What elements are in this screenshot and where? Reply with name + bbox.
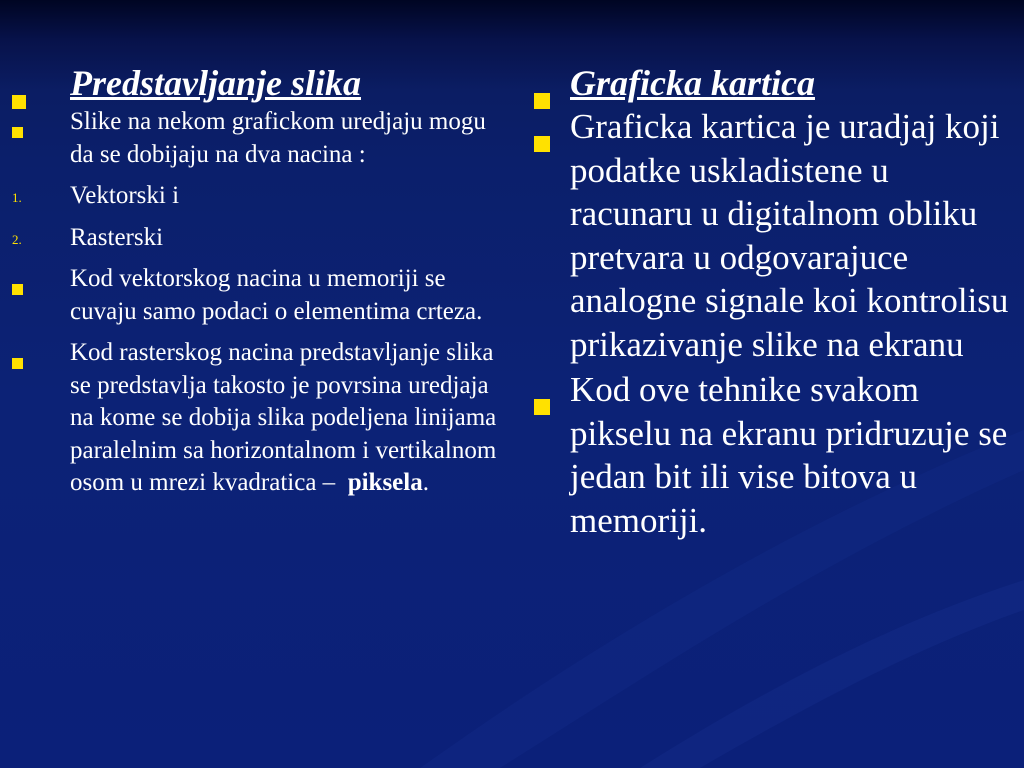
list-number: 1. xyxy=(12,190,22,205)
list-item xyxy=(12,222,498,255)
list-item-text: Rasterski xyxy=(70,223,164,251)
right-heading xyxy=(534,62,1014,104)
list-item-text: Kod rasterskog nacina predstavljanje slika se predstavlja takosto je povrsina uredjaja na kome se dobija slika podeljena linijama paralelnim sa horizontalnom i vertikalnom osom u mrezi kvadratica – xyxy=(70,339,497,496)
right-heading-text: Graficka kartica xyxy=(570,63,815,103)
list-item-text: Graficka kartica je uradjaj koji podatke uskladistene u racunaru u digitalnom obliku pretvara u odgovarajuce analogne signale koi kontrolisu prikazivanje slike na ekranu xyxy=(570,107,1009,364)
list-item xyxy=(12,106,498,171)
list-item xyxy=(12,180,498,213)
bullet-square-icon xyxy=(12,346,23,379)
list-item xyxy=(534,105,1014,366)
list-item-text: Kod ove tehnike svakom pikselu na ekranu pridruzuje se jedan bit ili vise bitova u memoriji. xyxy=(570,370,1008,540)
left-heading xyxy=(12,62,498,104)
list-item xyxy=(534,368,1014,542)
bullet-square-icon xyxy=(534,382,550,426)
list-item-tail: . xyxy=(422,469,429,496)
list-item-text: Vektorski i xyxy=(70,182,180,209)
list-item xyxy=(12,263,498,328)
left-heading-text: Predstavljanje slika xyxy=(70,63,361,103)
bold-term: piksela xyxy=(341,469,423,496)
right-column xyxy=(534,62,1014,544)
bullet-square-icon xyxy=(12,272,23,305)
list-item-text: Kod vektorskog nacina u memoriji se cuvaju samo podaci o elementima crteza. xyxy=(70,265,483,325)
left-column xyxy=(12,62,498,509)
list-item-text: Slike na nekom grafickom uredjaju mogu da se dobijaju na dva nacina : xyxy=(70,108,486,168)
list-item xyxy=(12,337,498,500)
bullet-square-icon xyxy=(534,119,550,163)
list-number: 2. xyxy=(12,231,22,247)
bullet-square-icon xyxy=(12,115,23,148)
